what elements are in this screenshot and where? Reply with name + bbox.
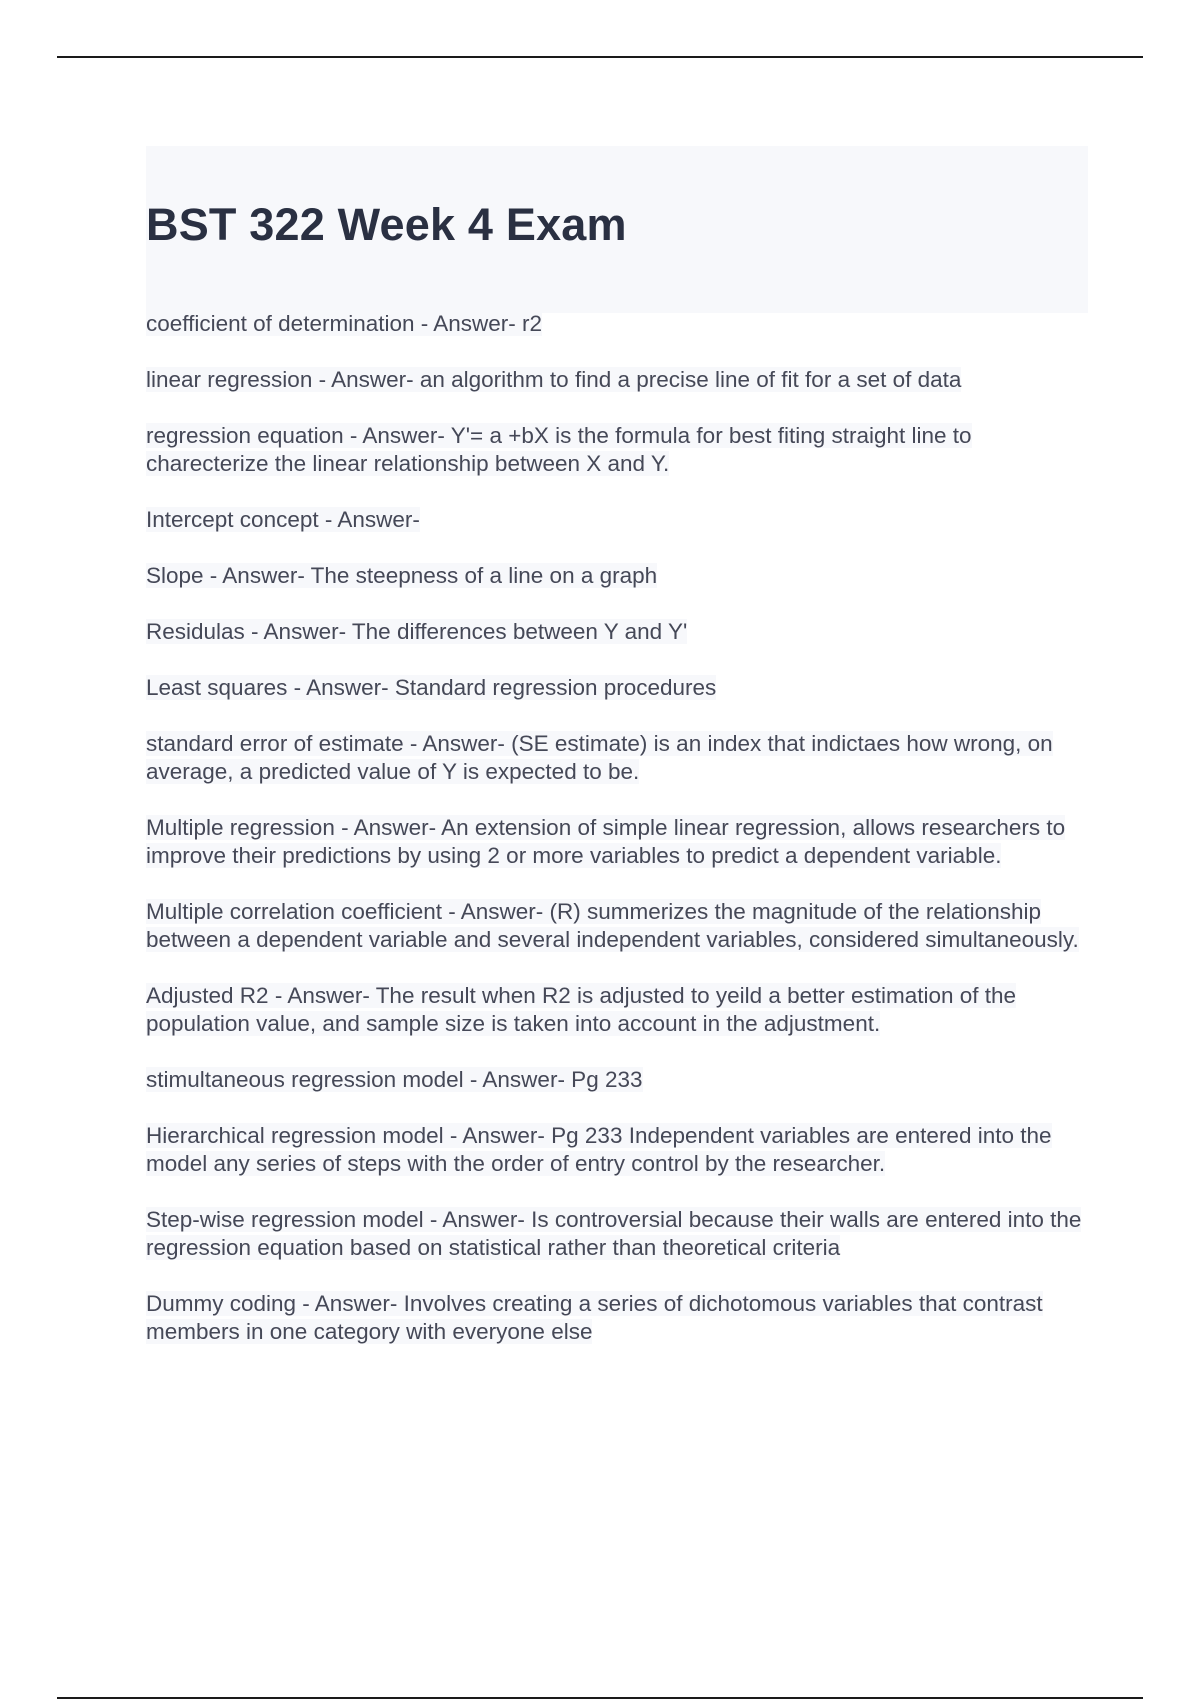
qa-list: [146, 310, 1088, 1374]
qa-item-text: Dummy coding - Answer- Involves creating a series of dichotomous variables that contrast members in one category with everyone else: [146, 1291, 1043, 1344]
qa-item: [146, 562, 1088, 590]
qa-item-text: regression equation - Answer- Y'= a +bX is the formula for best fiting straight line to charecterize the linear relationship between X and Y.: [146, 423, 972, 476]
qa-item-text: Step-wise regression model - Answer- Is controversial because their walls are entered into the regression equation based on statistical rather than theoretical criteria: [146, 1207, 1082, 1260]
qa-item-text: Hierarchical regression model - Answer- Pg 233 Independent variables are entered into the model any series of steps with the order of entry control by the researcher.: [146, 1123, 1052, 1176]
qa-item-text: Intercept concept - Answer-: [146, 507, 420, 532]
page-title: BST 322 Week 4 Exam: [146, 199, 627, 250]
qa-item: [146, 898, 1088, 954]
qa-item-text: Adjusted R2 - Answer- The result when R2 is adjusted to yeild a better estimation of the population value, and sample size is taken into account in the adjustment.: [146, 983, 1017, 1036]
bottom-rule: [57, 1697, 1143, 1699]
qa-item: [146, 730, 1088, 786]
qa-item: [146, 618, 1088, 646]
qa-item: [146, 982, 1088, 1038]
qa-item: [146, 310, 1088, 338]
qa-item-text: stimultaneous regression model - Answer- Pg 233: [146, 1067, 643, 1092]
qa-item-text: Least squares - Answer- Standard regression procedures: [146, 675, 717, 700]
qa-item: [146, 506, 1088, 534]
qa-item-text: Residulas - Answer- The differences between Y and Y': [146, 619, 688, 644]
qa-item: [146, 1122, 1088, 1178]
qa-item-text: standard error of estimate - Answer- (SE estimate) is an index that indictaes how wrong, on average, a predicted value of Y is expected to be.: [146, 731, 1053, 784]
qa-item: [146, 1066, 1088, 1094]
qa-item-text: Slope - Answer- The steepness of a line on a graph: [146, 563, 658, 588]
qa-item-text: coefficient of determination - Answer- r2: [146, 311, 543, 336]
qa-item: [146, 1206, 1088, 1262]
qa-item: [146, 814, 1088, 870]
qa-item: [146, 674, 1088, 702]
top-rule: [57, 56, 1143, 58]
qa-item: [146, 1290, 1088, 1346]
qa-item: [146, 366, 1088, 394]
qa-item-text: Multiple regression - Answer- An extension of simple linear regression, allows researchers to improve their predictions by using 2 or more variables to predict a dependent variable.: [146, 815, 1066, 868]
qa-item: [146, 422, 1088, 478]
qa-item-text: linear regression - Answer- an algorithm to find a precise line of fit for a set of data: [146, 367, 962, 392]
qa-item-text: Multiple correlation coefficient - Answer- (R) summerizes the magnitude of the relationship between a dependent variable and several independent variables, considered simultaneously.: [146, 899, 1079, 952]
